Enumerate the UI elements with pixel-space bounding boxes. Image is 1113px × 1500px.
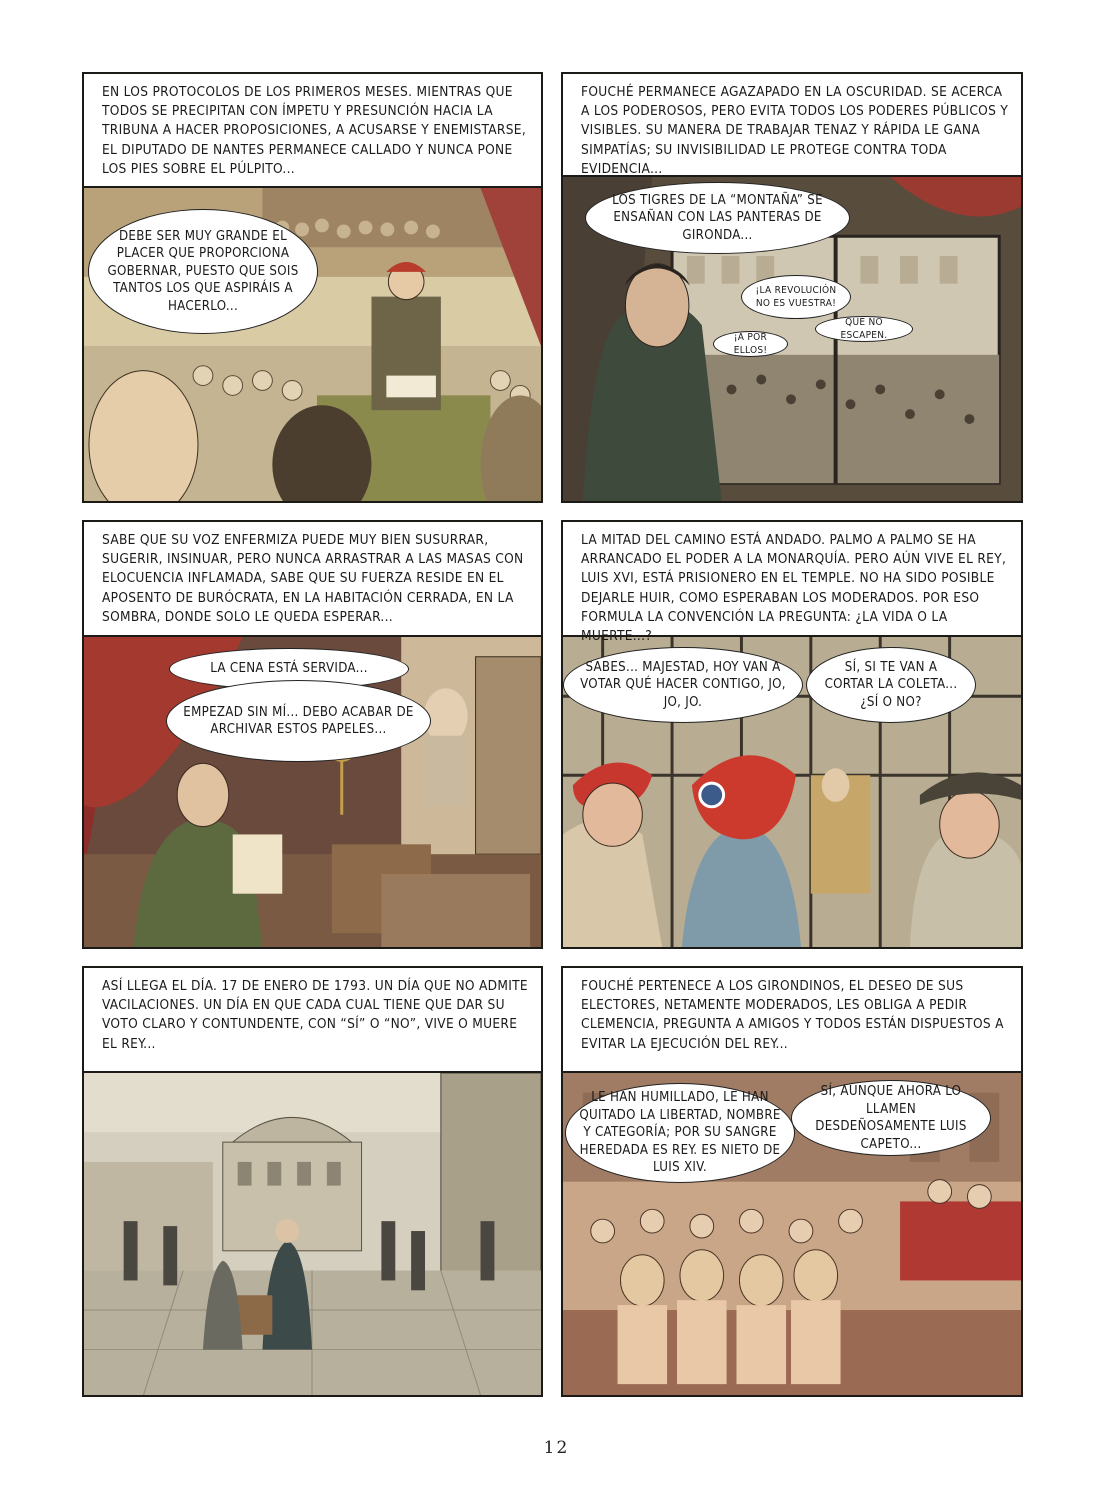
speech-bubble: [791, 1080, 991, 1156]
speech-text: SÍ, AUNQUE AHORA LO LLAMEN DESDEÑOSAMENTE LUIS CAPETO...: [815, 1084, 967, 1152]
speech-bubble: [713, 331, 788, 357]
speech-bubble: [741, 275, 851, 319]
speech-text: LOS TIGRES DE LA “MONTAÑA” SE ENSAÑAN CON LAS PANTERAS DE GIRONDA...: [612, 192, 823, 243]
caption-box: FOUCHÉ PERTENECE A LOS GIRONDINOS, EL DESEO DE SUS ELECTORES, NETAMENTE MODERADOS, LES OBLIGA A PEDIR CLEMENCIA, PREGUNTA A AMIGOS Y TODOS ESTÁN DISPUESTOS A EVITAR LA EJECUCIÓN DEL REY...: [563, 968, 1021, 1073]
caption-box: FOUCHÉ PERMANECE AGAZAPADO EN LA OSCURIDAD. SE ACERCA A LOS PODEROSOS, PERO EVITA TODOS LOS PODERES PÚBLICOS Y VISIBLES. SU MANERA DE TRABAJAR TENAZ Y RÁPIDA LE GANA SIMPATÍAS; SU INVISIBILIDAD LE PROTEGE CONTRA TODA EVIDENCIA...: [563, 74, 1021, 177]
speech-bubble: [563, 647, 803, 723]
caption-box: EN LOS PROTOCOLOS DE LOS PRIMEROS MESES. MIENTRAS QUE TODOS SE PRECIPITAN CON ÍMPETU Y PRESUNCIÓN HACIA LA TRIBUNA A HACER PROPOSICIONES, A ACUSARSE Y ENEMISTARSE, EL DIPUTADO DE NANTES PERMANECE CALLADO Y NUNCA PONE LOS PIES SOBRE EL PÚLPITO...: [84, 74, 541, 188]
comic-panel-1: [82, 72, 543, 503]
panel-5-illustration: [84, 1073, 541, 1395]
page-number: 12: [543, 1438, 570, 1458]
comic-panel-6: [561, 966, 1023, 1397]
speech-bubble: [88, 209, 318, 334]
speech-bubble: [815, 316, 913, 342]
speech-text: SÍ, SI TE VAN A CORTAR LA COLETA... ¿SÍ O NO?: [824, 659, 958, 710]
speech-text: SABES... MAJESTAD, HOY VAN A VOTAR QUÉ HACER CONTIGO, JO, JO, JO.: [580, 659, 786, 710]
comic-panel-3: [82, 520, 543, 949]
speech-text: LE HAN HUMILLADO, LE HAN QUITADO LA LIBERTAD, NOMBRE Y CATEGORÍA; POR SU SANGRE HEREDADA ES REY. ES NIETO DE LUIS XIV.: [579, 1090, 781, 1176]
speech-text: EMPEZAD SIN MÍ... DEBO ACABAR DE ARCHIVAR ESTOS PAPELES...: [183, 704, 414, 737]
speech-bubble: [565, 1083, 795, 1183]
speech-text: DEBE SER MUY GRANDE EL PLACER QUE PROPORCIONA GOBERNAR, PUESTO QUE SOIS TANTOS LOS QUE ASPIRÁIS A HACERLO...: [107, 228, 299, 314]
speech-bubble: [806, 647, 976, 723]
caption-box: LA MITAD DEL CAMINO ESTÁ ANDADO. PALMO A PALMO SE HA ARRANCADO EL PODER A LA MONARQUÍA. PERO AÚN VIVE EL REY, LUIS XVI, ESTÁ PRISIONERO EN EL TEMPLE. NO HA SIDO POSIBLE DEJARLE HUIR, COMO ESPERABAN LOS MODERADOS. POR ESO FORMULA LA CONVENCIÓN LA PREGUNTA: ¿LA VIDA O LA MUERTE...?: [563, 522, 1021, 637]
caption-box: ASÍ LLEGA EL DÍA. 17 DE ENERO DE 1793. UN DÍA QUE NO ADMITE VACILACIONES. UN DÍA EN QUE CADA CUAL TIENE QUE DAR SU VOTO CLARO Y CONTUNDENTE, CON “SÍ” O “NO”, VIVE O MUERE EL REY...: [84, 968, 541, 1073]
speech-bubble: [166, 680, 431, 762]
comic-panel-4: [561, 520, 1023, 949]
comic-panel-5: [82, 966, 543, 1397]
speech-text: QUE NO ESCAPEN.: [840, 317, 888, 341]
speech-text: ¡LA REVOLUCIÓN NO ES VUESTRA!: [755, 285, 837, 309]
speech-text: LA CENA ESTÁ SERVIDA...: [210, 661, 368, 677]
speech-bubble: [585, 182, 850, 254]
comic-panel-2: [561, 72, 1023, 503]
speech-text: ¡A POR ELLOS!: [733, 332, 768, 356]
caption-box: SABE QUE SU VOZ ENFERMIZA PUEDE MUY BIEN SUSURRAR, SUGERIR, INSINUAR, PERO NUNCA ARRASTRAR A LAS MASAS CON ELOCUENCIA INFLAMADA, SABE QUE SU FUERZA RESIDE EN EL APOSENTO DE BURÓCRATA, EN LA HABITACIÓN CERRADA, EN LA SOMBRA, DONDE SOLO LE QUEDA ESPERAR...: [84, 522, 541, 637]
